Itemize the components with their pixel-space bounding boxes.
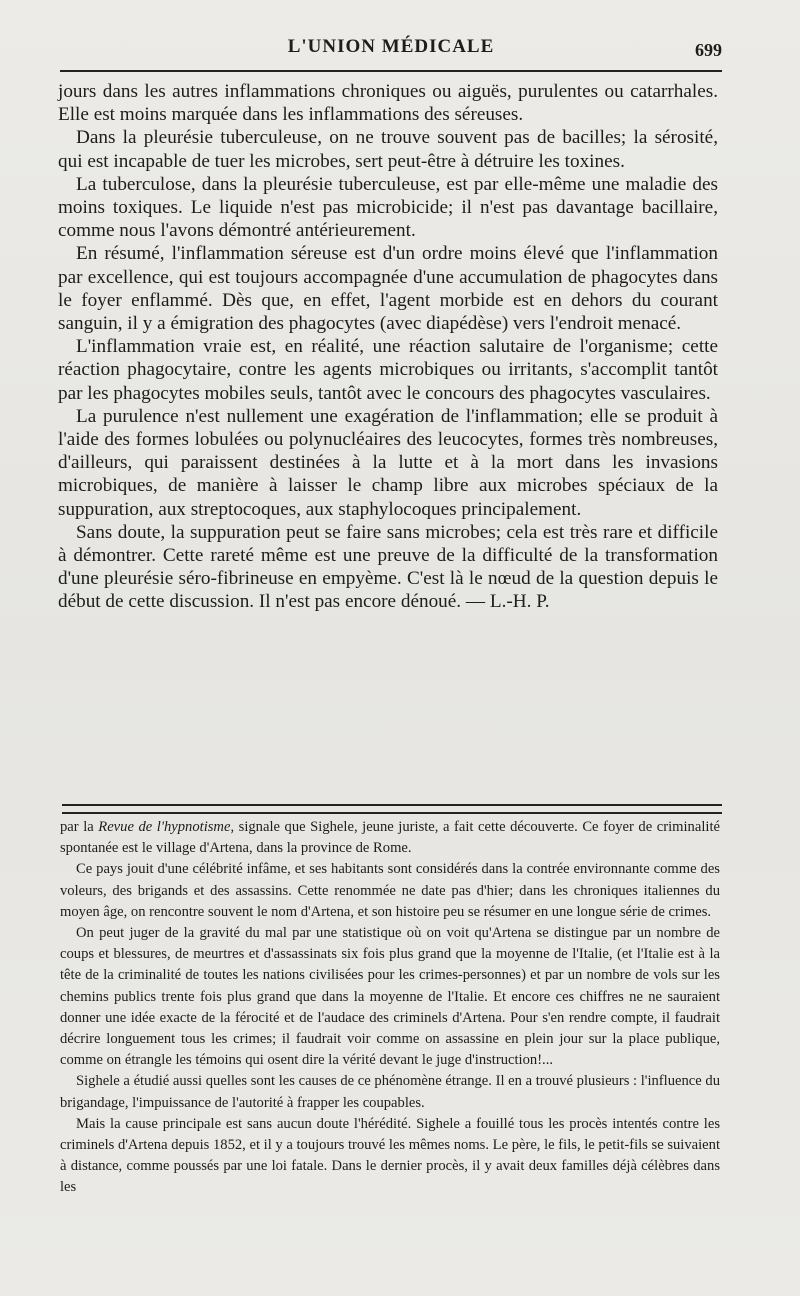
note-paragraph: Ce pays jouit d'une célébrité infâme, et ses habitants sont considérés dans la contrée environnante comme des voleurs, des brigands et des assassins. Cette renommée ne date pas d'hier; dans les chroniques italiennes du moyen âge, on rencontre souvent le nom d'Artena, et son histoire peu se résumer en une longue série de crimes. bbox=[60, 861, 720, 920]
page-number: 699 bbox=[695, 40, 722, 60]
note-paragraph: On peut juger de la gravité du mal par une statistique où on voit qu'Artena se distingue par un nombre de coups et blessures, de meurtres et d'assassinats six fois plus grand que la moyenne de l'Italie, (et l'Italie est à la tête de la criminalité de toutes les nations civilisées pour les crimes-personnes) et par un nombre de vols sur les chemins publics trente fois plus grand que dans la moyenne de l'Italie. Et encore ces chiffres ne ne sauraient donner une idée exacte de la férocité et de l'audace des criminels d'Artena. Pour s'en rendre compte, il faudrait décrire longuement tous les crimes; il faudrait voir comme on assassine en plein jour sur la place publique, comme on étrangle les témoins qui osent dire la vérité devant le juge d'instruction!... bbox=[60, 925, 720, 1069]
article-paragraph: En résumé, l'inflammation séreuse est d'un ordre moins élevé que l'inflammation par excellence, qui est toujours accompagnée d'une accumulation de phagocytes dans le foyer enflammé. Dès que, en effet, l'agent morbide est en dehors du courant sanguin, il y a émigration des phagocytes (avec diapédèse) vers l'endroit menacé. bbox=[58, 243, 718, 335]
article-paragraph: jours dans les autres inflammations chroniques ou aiguës, purulentes ou catarrhales. Elle est moins marquée dans les inflammations des séreuses. bbox=[58, 81, 718, 126]
header-rule bbox=[60, 70, 722, 72]
note-paragraph bbox=[60, 817, 720, 859]
running-title: L'UNION MÉDICALE bbox=[287, 36, 495, 57]
note-paragraph: Sighele a étudié aussi quelles sont les causes de ce phénomène étrange. Il en a trouvé plusieurs : l'influence du brigandage, l'impuissance de l'autorité à frapper les coupables. bbox=[60, 1073, 720, 1111]
section-separator bbox=[62, 804, 722, 814]
note-prefix: par la bbox=[60, 819, 99, 835]
article-paragraph: Dans la pleurésie tuberculeuse, on ne trouve souvent pas de bacilles; la sérosité, qui est incapable de tuer les microbes, sert peut-être à détruire les toxines. bbox=[58, 127, 718, 172]
note-continuation: , signale que Sighele, jeune juriste, a fait cette découverte. Ce foyer de criminalité spontanée est le village d'Artena, dans la province de Rome. bbox=[60, 819, 720, 857]
page-header bbox=[60, 34, 722, 68]
note-paragraph: Mais la cause principale est sans aucun doute l'hérédité. Sighele a fouillé tous les procès intentés contre les criminels d'Artena depuis 1852, et il y a toujours trouvé les mêmes noms. Le père, le fils, le petit-fils se suivaient à distance, comme poussés par une loi fatale. Dans le dernier procès, il y avait deux familles déjà célèbres dans les bbox=[60, 1115, 721, 1196]
article-paragraph: La tuberculose, dans la pleurésie tuberculeuse, est par elle-même une maladie des moins toxiques. Le liquide n'est pas microbicide; il n'est pas davantage bacillaire, comme nous l'avons démontré antérieurement. bbox=[58, 173, 718, 242]
article-paragraph: La purulence n'est nullement une exagération de l'inflammation; elle se produit à l'aide des formes lobulées ou polynucléaires des leucocytes, formes très nombreuses, d'ailleurs, qui paraissent destinées à la lutte et à la mort dans les invasions microbiques, de manière à laisser le champ libre aux microbes spéciaux de la suppuration, aux streptocoques, aux staphylocoques principalement. bbox=[58, 405, 718, 520]
article-paragraph: Sans doute, la suppuration peut se faire sans microbes; cela est très rare et difficile à démontrer. Cette rareté même est une preuve de la difficulté de la transformation d'une pleurésie séro-fibrineuse en empyème. C'est là le nœud de la question depuis le début de cette discussion. Il n'est pas encore dénoué. — L.-H. P. bbox=[58, 521, 718, 613]
article-paragraph: L'inflammation vraie est, en réalité, une réaction salutaire de l'organisme; cette réaction phagocytaire, contre les agents microbiques ou irritants, s'accomplit tantôt par les phagocytes mobiles seuls, tantôt avec le concours des phagocytes vasculaires. bbox=[58, 336, 718, 404]
journal-title: Revue de l'hypnotisme bbox=[98, 819, 231, 835]
note-section bbox=[60, 817, 720, 1199]
article-body bbox=[58, 80, 718, 614]
